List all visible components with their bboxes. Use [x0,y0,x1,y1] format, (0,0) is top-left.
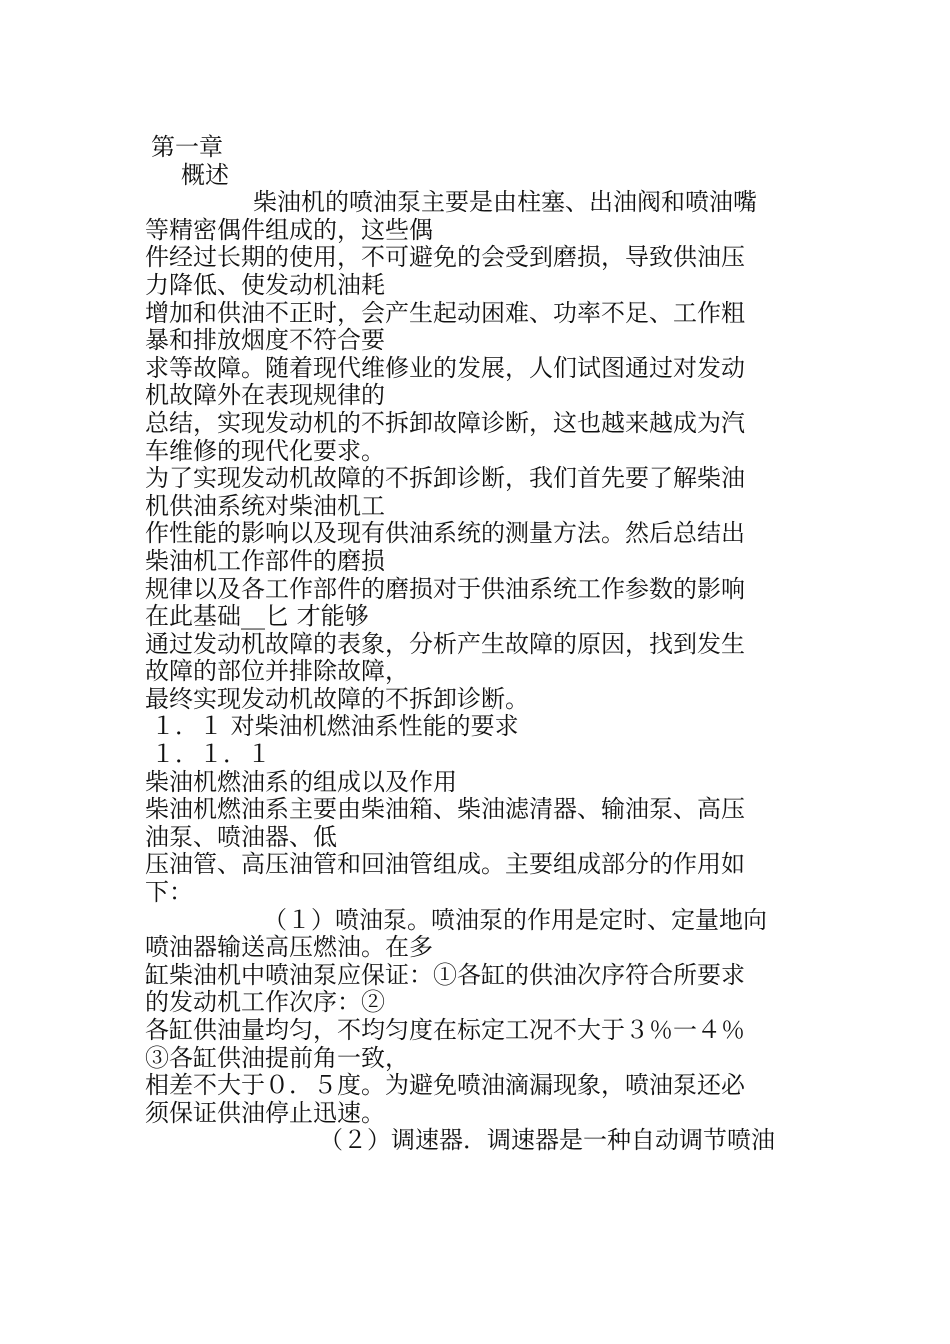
chapter-number: 第一章 [151,133,223,161]
body-line: ③各缸供油提前角一致， [145,1043,409,1072]
body-line: 在此基础__匕 才能够 [145,602,369,631]
chapter-title: 概述 [181,160,229,189]
body-line: 机故障外在表现规律的 [145,381,385,410]
body-line: （２）调速器．调速器是一种自动调节喷油 [319,1126,775,1155]
body-line: 力降低、使发动机油耗 [145,270,385,299]
body-line: 柴油机燃油系主要由柴油箱、柴油滤清器、输油泵、高压 [145,795,745,824]
body-line: 等精密偶件组成的，这些偶 [145,215,433,244]
body-line: 求等故障。随着现代维修业的发展，人们试图通过对发动 [145,353,745,382]
body-line: 各缸供油量均匀，不均匀度在标定工况不大于３％一４％ [145,1016,745,1044]
body-line: 压油管、高压油管和回油管组成。主要组成部分的作用如 [145,850,745,879]
body-line: 故障的部位并排除故障， [145,657,409,686]
body-line: 车维修的现代化要求。 [145,436,385,465]
body-line: 暴和排放烟度不符合要 [145,326,385,355]
body-line: 总结，实现发动机的不拆卸故障诊断，这也越来越成为汽 [145,408,745,437]
section-heading: １．１ 对柴油机燃油系性能的要求 [151,712,519,741]
body-line: 通过发动机故障的表象，分析产生故障的原因，找到发生 [145,629,745,658]
body-line: 相差不大于０．５度。为避免喷油滴漏现象，喷油泵还必 [145,1071,745,1100]
subsection-title: 柴油机燃油系的组成以及作用 [145,767,457,796]
body-line: 最终实现发动机故障的不拆卸诊断。 [145,684,529,713]
body-line: 油泵、喷油器、低 [145,822,337,851]
body-line: 件经过长期的使用，不可避免的会受到磨损，导致供油压 [145,243,745,272]
body-line: 柴油机的喷油泵主要是由柱塞、出油阀和喷油嘴 [253,188,757,217]
body-line: 须保证供油停止迅速。 [145,1098,385,1127]
body-line: （１）喷油泵。喷油泵的作用是定时、定量地向 [263,905,767,934]
body-line: 的发动机工作次序：② [145,988,385,1017]
body-line: 柴油机工作部件的磨损 [145,546,385,575]
body-line: 下： [145,878,193,907]
body-line: 机供油系统对柴油机工 [145,491,385,520]
body-line: 缸柴油机中喷油泵应保证：①各缸的供油次序符合所要求 [145,960,745,989]
body-line: 作性能的影响以及现有供油系统的测量方法。然后总结出 [145,519,745,548]
body-line: 增加和供油不正时，会产生起动困难、功率不足、工作粗 [145,298,745,327]
document-body [145,134,813,1155]
body-line: 喷油器输送高压燃油。在多 [145,933,433,962]
body-line: 为了实现发动机故障的不拆卸诊断，我们首先要了解柴油 [145,464,745,493]
body-line: 规律以及各工作部件的磨损对于供油系统工作参数的影响 [145,574,745,603]
subsection-number: １．１．１ [151,740,271,769]
